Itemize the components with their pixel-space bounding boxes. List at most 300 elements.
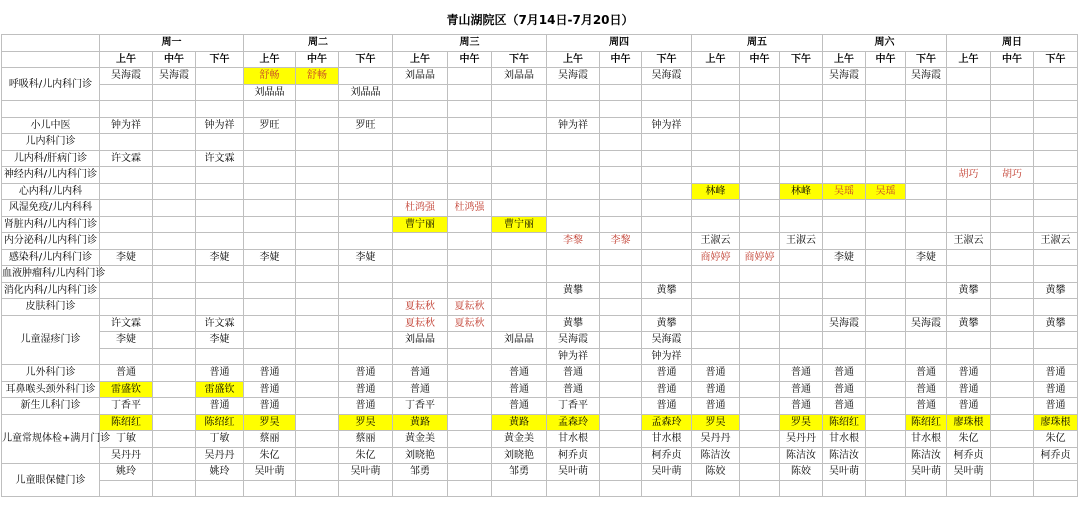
schedule-cell	[296, 315, 339, 332]
schedule-cell	[339, 332, 393, 349]
schedule-cell	[153, 299, 196, 316]
department-label: 消化内科/儿内科门诊	[2, 282, 100, 299]
schedule-cell	[244, 315, 296, 332]
schedule-cell	[339, 183, 393, 200]
schedule-cell: 刘晶晶	[492, 332, 547, 349]
schedule-cell: 雷盛钦	[196, 381, 244, 398]
schedule-cell	[448, 249, 492, 266]
schedule-cell: 黄攀	[547, 315, 600, 332]
schedule-cell	[1034, 348, 1078, 365]
schedule-cell	[339, 101, 393, 118]
schedule-cell	[780, 348, 823, 365]
schedule-row	[2, 332, 1078, 349]
schedule-cell	[1034, 101, 1078, 118]
schedule-cell	[991, 150, 1034, 167]
schedule-cell	[692, 332, 740, 349]
schedule-cell	[866, 480, 906, 497]
schedule-cell	[600, 315, 642, 332]
schedule-cell	[547, 200, 600, 217]
schedule-cell	[991, 233, 1034, 250]
schedule-cell	[296, 414, 339, 431]
schedule-cell: 普通	[244, 365, 296, 382]
schedule-cell	[740, 101, 780, 118]
schedule-cell	[339, 266, 393, 283]
schedule-row	[2, 431, 1078, 448]
schedule-cell	[492, 200, 547, 217]
schedule-cell	[991, 101, 1034, 118]
schedule-cell	[780, 101, 823, 118]
schedule-cell	[740, 332, 780, 349]
schedule-cell	[600, 299, 642, 316]
header-corner-2	[2, 51, 100, 68]
schedule-cell: 吴瑶	[866, 183, 906, 200]
schedule-cell: 邹勇	[492, 464, 547, 481]
schedule-cell	[393, 233, 448, 250]
schedule-cell	[692, 84, 740, 101]
schedule-cell	[339, 299, 393, 316]
schedule-cell	[642, 299, 692, 316]
schedule-cell	[547, 150, 600, 167]
schedule-cell	[866, 414, 906, 431]
schedule-cell	[866, 167, 906, 184]
schedule-cell	[448, 266, 492, 283]
schedule-cell	[448, 447, 492, 464]
schedule-cell	[393, 167, 448, 184]
schedule-cell: 刘晶晶	[339, 84, 393, 101]
schedule-cell	[244, 282, 296, 299]
header-period: 下午	[1034, 51, 1078, 68]
schedule-cell	[906, 233, 947, 250]
schedule-cell: 李婕	[100, 332, 153, 349]
header-corner	[2, 35, 100, 52]
schedule-cell: 普通	[642, 365, 692, 382]
schedule-row	[2, 249, 1078, 266]
schedule-cell: 吴海霞	[100, 68, 153, 85]
schedule-cell	[823, 117, 866, 134]
schedule-cell: 黄攀	[947, 315, 991, 332]
header-period: 中午	[991, 51, 1034, 68]
schedule-cell: 许文霖	[196, 150, 244, 167]
schedule-cell: 黄攀	[1034, 315, 1078, 332]
schedule-cell	[153, 464, 196, 481]
schedule-cell	[153, 315, 196, 332]
schedule-cell	[196, 480, 244, 497]
header-period: 中午	[866, 51, 906, 68]
schedule-cell	[780, 332, 823, 349]
schedule-cell: 普通	[393, 381, 448, 398]
header-day-fri: 周五	[692, 35, 823, 52]
schedule-cell: 商婷婷	[692, 249, 740, 266]
schedule-cell	[492, 84, 547, 101]
schedule-cell	[244, 101, 296, 118]
schedule-cell	[642, 167, 692, 184]
schedule-cell: 普通	[780, 381, 823, 398]
schedule-cell: 普通	[547, 365, 600, 382]
schedule-cell	[866, 348, 906, 365]
schedule-cell: 陈绍红	[906, 414, 947, 431]
schedule-cell	[740, 200, 780, 217]
schedule-cell: 夏耘秋	[448, 315, 492, 332]
schedule-cell	[780, 266, 823, 283]
schedule-cell: 吴叶萌	[244, 464, 296, 481]
schedule-cell	[547, 167, 600, 184]
schedule-cell	[1034, 68, 1078, 85]
schedule-cell	[692, 167, 740, 184]
schedule-cell: 普通	[947, 398, 991, 415]
schedule-cell	[547, 101, 600, 118]
schedule-cell	[393, 150, 448, 167]
schedule-cell: 柯乔贞	[1034, 447, 1078, 464]
schedule-cell: 黄攀	[547, 282, 600, 299]
schedule-cell: 孟森玲	[642, 414, 692, 431]
schedule-cell: 陈绍红	[100, 414, 153, 431]
schedule-cell	[740, 480, 780, 497]
schedule-cell	[100, 348, 153, 365]
schedule-cell	[740, 216, 780, 233]
schedule-cell	[1034, 266, 1078, 283]
department-label: 血液肿瘤科/儿内科门诊	[2, 266, 100, 283]
schedule-cell	[1034, 167, 1078, 184]
schedule-cell: 许文霖	[100, 150, 153, 167]
schedule-cell: 吴海霞	[153, 68, 196, 85]
schedule-cell	[492, 299, 547, 316]
schedule-cell	[780, 134, 823, 151]
schedule-cell	[1034, 216, 1078, 233]
schedule-cell: 普通	[780, 398, 823, 415]
schedule-cell: 钟为祥	[196, 117, 244, 134]
schedule-cell: 李婕	[196, 332, 244, 349]
schedule-cell	[866, 84, 906, 101]
schedule-row	[2, 299, 1078, 316]
schedule-cell: 普通	[492, 365, 547, 382]
schedule-row	[2, 68, 1078, 85]
schedule-cell	[153, 431, 196, 448]
schedule-cell	[991, 183, 1034, 200]
schedule-cell: 吴丹丹	[780, 431, 823, 448]
schedule-cell: 柯乔贞	[642, 447, 692, 464]
schedule-cell: 普通	[947, 365, 991, 382]
schedule-cell	[448, 332, 492, 349]
schedule-cell	[866, 200, 906, 217]
schedule-cell	[866, 150, 906, 167]
schedule-cell	[296, 332, 339, 349]
schedule-cell	[740, 150, 780, 167]
schedule-cell: 普通	[692, 381, 740, 398]
header-period: 下午	[906, 51, 947, 68]
schedule-cell	[448, 233, 492, 250]
schedule-cell	[866, 233, 906, 250]
schedule-cell	[296, 431, 339, 448]
schedule-cell: 李婕	[100, 249, 153, 266]
schedule-cell: 夏耘秋	[393, 299, 448, 316]
schedule-cell	[692, 117, 740, 134]
schedule-cell	[339, 216, 393, 233]
schedule-cell	[866, 249, 906, 266]
schedule-cell	[642, 183, 692, 200]
schedule-row	[2, 200, 1078, 217]
schedule-cell	[393, 480, 448, 497]
schedule-cell	[196, 233, 244, 250]
schedule-cell	[339, 282, 393, 299]
schedule-row	[2, 266, 1078, 283]
schedule-cell	[780, 299, 823, 316]
header-period: 下午	[780, 51, 823, 68]
schedule-cell	[906, 167, 947, 184]
schedule-cell	[600, 68, 642, 85]
schedule-cell	[600, 101, 642, 118]
schedule-cell	[991, 464, 1034, 481]
schedule-cell	[740, 183, 780, 200]
header-period: 中午	[153, 51, 196, 68]
department-label: 儿童常规体检+满月门诊	[2, 414, 100, 464]
schedule-cell	[600, 398, 642, 415]
department-label: 儿内科门诊	[2, 134, 100, 151]
schedule-cell: 商婷婷	[740, 249, 780, 266]
schedule-cell	[991, 414, 1034, 431]
schedule-cell: 普通	[196, 365, 244, 382]
schedule-cell	[991, 216, 1034, 233]
schedule-cell	[296, 299, 339, 316]
schedule-cell	[600, 348, 642, 365]
schedule-row	[2, 167, 1078, 184]
schedule-cell: 柯乔贞	[547, 447, 600, 464]
schedule-cell: 李婕	[244, 249, 296, 266]
schedule-cell	[600, 431, 642, 448]
schedule-cell	[740, 167, 780, 184]
schedule-cell	[296, 398, 339, 415]
header-period: 中午	[600, 51, 642, 68]
header-day-sat: 周六	[823, 35, 947, 52]
schedule-cell	[740, 447, 780, 464]
schedule-cell	[100, 480, 153, 497]
schedule-cell	[448, 216, 492, 233]
schedule-cell: 许文霖	[100, 315, 153, 332]
schedule-cell: 甘水根	[547, 431, 600, 448]
schedule-cell: 钟为祥	[547, 348, 600, 365]
schedule-cell	[296, 167, 339, 184]
schedule-cell: 普通	[339, 365, 393, 382]
schedule-cell	[740, 84, 780, 101]
schedule-row	[2, 447, 1078, 464]
schedule-cell: 罗昊	[692, 414, 740, 431]
schedule-cell: 蔡丽	[339, 431, 393, 448]
schedule-cell	[492, 282, 547, 299]
department-label: 皮肤科门诊	[2, 299, 100, 316]
schedule-cell	[448, 167, 492, 184]
schedule-cell	[947, 299, 991, 316]
schedule-cell: 黄攀	[642, 315, 692, 332]
schedule-cell	[244, 266, 296, 283]
schedule-cell: 陈姣	[692, 464, 740, 481]
schedule-cell	[492, 249, 547, 266]
schedule-cell: 王淑云	[1034, 233, 1078, 250]
schedule-cell	[492, 134, 547, 151]
schedule-row	[2, 480, 1078, 497]
schedule-cell: 朱亿	[339, 447, 393, 464]
schedule-cell: 李婕	[906, 249, 947, 266]
schedule-cell	[153, 332, 196, 349]
schedule-cell	[692, 348, 740, 365]
header-period: 下午	[492, 51, 547, 68]
schedule-cell: 普通	[100, 365, 153, 382]
schedule-cell	[600, 365, 642, 382]
schedule-cell: 普通	[906, 398, 947, 415]
schedule-cell	[339, 233, 393, 250]
schedule-cell	[448, 134, 492, 151]
schedule-cell	[906, 183, 947, 200]
schedule-cell	[244, 200, 296, 217]
schedule-cell	[780, 315, 823, 332]
schedule-cell: 刘晶晶	[244, 84, 296, 101]
schedule-row	[2, 348, 1078, 365]
schedule-cell	[692, 480, 740, 497]
schedule-cell: 吴叶萌	[823, 464, 866, 481]
schedule-cell	[244, 299, 296, 316]
schedule-cell	[780, 480, 823, 497]
schedule-cell: 甘水根	[906, 431, 947, 448]
schedule-cell	[492, 101, 547, 118]
schedule-cell: 丁香平	[547, 398, 600, 415]
schedule-cell	[906, 299, 947, 316]
schedule-cell: 陈洁汝	[906, 447, 947, 464]
schedule-cell	[642, 200, 692, 217]
department-label: 儿外科门诊	[2, 365, 100, 382]
schedule-cell	[740, 266, 780, 283]
schedule-cell	[153, 381, 196, 398]
schedule-cell	[600, 216, 642, 233]
schedule-cell	[296, 282, 339, 299]
schedule-cell	[906, 480, 947, 497]
schedule-cell: 陈洁汝	[692, 447, 740, 464]
schedule-cell	[906, 101, 947, 118]
schedule-cell	[823, 101, 866, 118]
schedule-cell	[866, 464, 906, 481]
schedule-cell: 甘水根	[823, 431, 866, 448]
schedule-cell	[153, 282, 196, 299]
schedule-cell: 普通	[1034, 381, 1078, 398]
schedule-cell	[823, 299, 866, 316]
department-label: 呼吸科/儿内科门诊	[2, 68, 100, 101]
schedule-cell	[547, 266, 600, 283]
schedule-cell	[947, 101, 991, 118]
schedule-cell	[947, 117, 991, 134]
schedule-cell	[740, 414, 780, 431]
header-period: 上午	[100, 51, 153, 68]
schedule-cell	[448, 398, 492, 415]
schedule-cell: 吴丹丹	[100, 447, 153, 464]
schedule-cell	[100, 266, 153, 283]
schedule-cell: 王淑云	[947, 233, 991, 250]
schedule-cell: 邹勇	[393, 464, 448, 481]
schedule-cell: 丁香平	[393, 398, 448, 415]
schedule-cell	[1034, 249, 1078, 266]
schedule-cell	[100, 134, 153, 151]
schedule-cell	[866, 117, 906, 134]
schedule-cell	[600, 183, 642, 200]
schedule-cell	[547, 249, 600, 266]
schedule-cell: 黄攀	[947, 282, 991, 299]
schedule-cell: 胡巧	[991, 167, 1034, 184]
schedule-cell: 胡巧	[947, 167, 991, 184]
schedule-cell	[196, 216, 244, 233]
schedule-cell	[947, 216, 991, 233]
schedule-cell	[600, 117, 642, 134]
schedule-cell	[906, 84, 947, 101]
schedule-cell	[991, 84, 1034, 101]
schedule-cell	[600, 464, 642, 481]
schedule-cell	[492, 348, 547, 365]
schedule-cell: 李婕	[196, 249, 244, 266]
schedule-cell	[393, 101, 448, 118]
schedule-cell	[947, 134, 991, 151]
schedule-cell: 普通	[339, 381, 393, 398]
schedule-cell: 陈绍红	[823, 414, 866, 431]
schedule-cell	[296, 150, 339, 167]
schedule-cell	[780, 282, 823, 299]
schedule-cell	[991, 315, 1034, 332]
schedule-cell	[153, 249, 196, 266]
schedule-cell	[866, 282, 906, 299]
schedule-cell	[100, 233, 153, 250]
schedule-cell	[296, 249, 339, 266]
schedule-cell: 许文霖	[196, 315, 244, 332]
schedule-cell	[153, 167, 196, 184]
schedule-cell	[823, 84, 866, 101]
schedule-cell	[448, 150, 492, 167]
schedule-cell	[692, 266, 740, 283]
schedule-cell	[492, 183, 547, 200]
schedule-cell	[448, 464, 492, 481]
schedule-cell: 普通	[492, 398, 547, 415]
schedule-cell: 吴叶萌	[947, 464, 991, 481]
schedule-row	[2, 315, 1078, 332]
schedule-cell: 王淑云	[692, 233, 740, 250]
header-day-sun: 周日	[947, 35, 1078, 52]
schedule-cell: 普通	[823, 398, 866, 415]
schedule-cell	[448, 183, 492, 200]
schedule-cell	[547, 216, 600, 233]
schedule-cell	[600, 381, 642, 398]
schedule-cell	[947, 150, 991, 167]
schedule-cell	[991, 282, 1034, 299]
schedule-cell	[823, 480, 866, 497]
schedule-cell: 吴海霞	[823, 68, 866, 85]
schedule-cell	[100, 200, 153, 217]
schedule-cell	[600, 332, 642, 349]
schedule-cell	[339, 68, 393, 85]
schedule-cell	[339, 348, 393, 365]
schedule-cell: 罗旺	[339, 117, 393, 134]
schedule-cell	[600, 414, 642, 431]
schedule-cell: 刘晶晶	[393, 68, 448, 85]
schedule-cell: 林峰	[692, 183, 740, 200]
schedule-cell	[244, 183, 296, 200]
schedule-row	[2, 101, 1078, 118]
schedule-cell: 甘水根	[642, 431, 692, 448]
schedule-cell	[153, 447, 196, 464]
schedule-cell	[492, 167, 547, 184]
schedule-cell: 钟为祥	[547, 117, 600, 134]
schedule-cell	[823, 266, 866, 283]
schedule-cell	[196, 167, 244, 184]
header-day-thu: 周四	[547, 35, 692, 52]
schedule-row	[2, 117, 1078, 134]
schedule-cell	[600, 150, 642, 167]
schedule-cell	[448, 365, 492, 382]
schedule-cell	[153, 414, 196, 431]
department-label: 肾脏内科/儿内科门诊	[2, 216, 100, 233]
schedule-cell	[991, 134, 1034, 151]
